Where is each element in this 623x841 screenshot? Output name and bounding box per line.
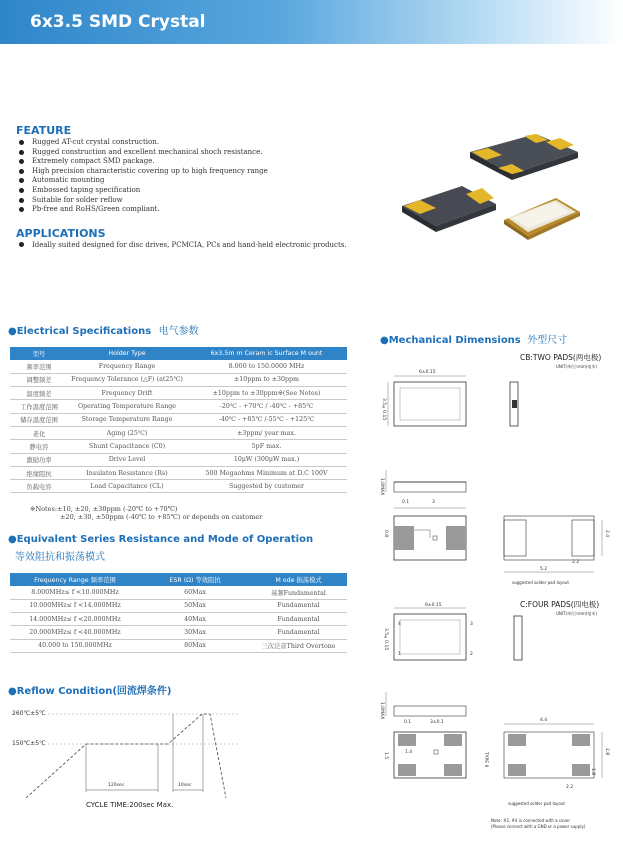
table-cell: 50Max [140, 599, 250, 612]
pad-number: 4 [398, 622, 401, 627]
table-cell: 绝缘阻抗 [10, 466, 68, 479]
table-header-row [10, 347, 347, 360]
dim-3: 3 [432, 500, 435, 505]
column-header: Holder Type [68, 347, 186, 360]
table-cell: Suggested by customer [186, 480, 347, 493]
dim-thickness: 1.0MAX [379, 702, 384, 720]
table-cell: 20.000MHz≤ f <40.000MHz [10, 626, 140, 639]
reflow-heading-en: ●Reflow Condition( [8, 686, 117, 697]
table-cell: 10.000MHz≤ f <14.000MHz [10, 599, 140, 612]
table-cell: ±3ppm/ year max. [186, 426, 347, 439]
column-header: 6x3.5m m Ceram ic Surface M ount [186, 347, 347, 360]
table-cell: 储存温度范围 [10, 413, 68, 426]
table-row [10, 453, 347, 466]
table-cell: Insulaton Resistance (Rs) [68, 466, 186, 479]
dim-01: 0.1 [404, 720, 412, 725]
table-cell: 温度频差 [10, 387, 68, 400]
suggested-pad-caption: suggested solder pad layout [508, 801, 565, 806]
table-row [10, 440, 347, 453]
reflow-heading-cn: 回流焊条件) [116, 686, 172, 697]
c-four-pad-drawing [380, 600, 620, 830]
notes-line: ※Notes:±10, ±20, ±30ppm (-20℃ to +70℃) [30, 505, 178, 513]
temp-150-label: 150℃±5℃ [12, 740, 46, 747]
table-cell: Operating Temperature Range [68, 400, 186, 413]
table-cell: -20℃ - +70℃ / -40℃ - +85℃ [186, 400, 347, 413]
suggested-pad-caption: suggested solder pad layout [512, 580, 569, 585]
dim-22: 2.2 [572, 560, 580, 565]
dim-44: 4.4 [540, 718, 548, 723]
table-row [10, 599, 347, 612]
table-row [10, 586, 347, 599]
table-cell: ±10ppm to ±30ppm※(See Notes) [186, 387, 347, 400]
type-9-label: TYPE 9 [483, 752, 488, 768]
table-cell: 三次泛音Third Overtone [250, 639, 347, 652]
electrical-heading [8, 322, 199, 337]
feature-item: Embossed taping specification [16, 186, 356, 196]
table-cell: 调整频差 [10, 373, 68, 386]
table-cell: 80Max [140, 639, 250, 652]
table-cell: 30Max [140, 626, 250, 639]
feature-item: Automatic mounting [16, 176, 356, 186]
table-cell: 5pF max. [186, 440, 347, 453]
table-header-row [10, 573, 347, 586]
column-header: 型号 [10, 347, 68, 360]
table-row [10, 360, 347, 373]
dim-width: 6±0.15 [419, 370, 436, 375]
table-cell: 老化 [10, 426, 68, 439]
dim-08: 0.8 [383, 530, 388, 538]
unit-label: UNIT(单位):mm(毫米) [556, 364, 597, 369]
reflow-heading [8, 682, 171, 697]
table-cell: Frequency Drift [68, 387, 186, 400]
dim-52: 5.2 [540, 567, 548, 572]
table-cell: Load Capacitance (CL) [68, 480, 186, 493]
esr-heading: ●Equivalent Series Resistance and Mode of Operation [8, 534, 314, 545]
pad-note: Note: #2, #4 is connected with a cover [491, 818, 570, 823]
dim-height: 3.5±0.15 [381, 398, 386, 421]
dim-height: 3.5±0.15 [383, 628, 388, 651]
feature-item: High precision characteristic covering up to high frequency range [16, 167, 356, 177]
feature-item: Pb-free and RoHS/Green compliant. [16, 205, 356, 215]
table-row [10, 413, 347, 426]
mechanical-heading-en: ●Mechanical Dimensions [380, 335, 521, 346]
feature-item: Rugged AT-cut crystal construction. [16, 138, 356, 148]
pad-number: 2 [470, 652, 473, 657]
table-cell: 频率范围 [10, 360, 68, 373]
table-cell: 40Max [140, 613, 250, 626]
table-row [10, 400, 347, 413]
table-cell: Shunt Capacitance (C0) [68, 440, 186, 453]
dim-22: 2.2 [566, 785, 574, 790]
table-cell: Fundamental [250, 626, 347, 639]
esr-table [10, 573, 347, 653]
table-cell: 60Max [140, 586, 250, 599]
electrical-heading-cn: 电气参数 [158, 326, 199, 337]
column-header: ESR (Ω) 等效阻抗 [140, 573, 250, 586]
table-row [10, 373, 347, 386]
dim-15: 1.5 [383, 752, 388, 760]
table-cell: ±10ppm to ±30ppm [186, 373, 347, 386]
dim-28: 2.8 [604, 748, 609, 756]
table-cell: 基频Fundamental [250, 586, 347, 599]
table-row [10, 387, 347, 400]
spec-notes [30, 505, 262, 521]
duration-10-label: 10sec [178, 783, 192, 788]
feature-list [16, 138, 356, 215]
table-cell: 8.000MHz≤ f <10.000MHz [10, 586, 140, 599]
feature-heading: FEATURE [16, 124, 72, 137]
table-row [10, 639, 347, 652]
table-cell: Fundamental [250, 599, 347, 612]
applications-heading: APPLICATIONS [16, 227, 106, 240]
dim-24: 2.4 [604, 530, 609, 538]
table-cell: 40.000 to 150.000MHz [10, 639, 140, 652]
unit-label: UNIT(单位):mm(毫米) [556, 611, 597, 616]
notes-line: ±20, ±30, ±50ppm (-40℃ to +85℃) or depends on customer [60, 513, 263, 521]
table-row [10, 626, 347, 639]
temp-260-label: 260℃±5℃ [12, 710, 46, 717]
table-cell: Storage Temperature Range [68, 413, 186, 426]
dim-01: 0.1 [402, 500, 410, 505]
dim-18: 1.8 [590, 768, 595, 776]
c-label: C:FOUR PADS(四电极) [520, 600, 600, 609]
table-cell: -40℃ - +85℃ /-55℃ - +125℃ [186, 413, 347, 426]
table-cell: 负载电容 [10, 480, 68, 493]
pad-number: 1 [398, 652, 401, 657]
crystal-photo [388, 128, 588, 246]
dim-width: 6±0.15 [425, 603, 442, 608]
mechanical-heading-cn: 外型尺寸 [527, 335, 568, 346]
esr-heading-cn: 等效阻抗和振荡模式 [15, 552, 105, 563]
table-cell: Frequency Range [68, 360, 186, 373]
table-cell: Aging (25℃) [68, 426, 186, 439]
cb-label: CB:TWO PADS(两电极) [520, 353, 602, 362]
table-cell: Fundamental [250, 613, 347, 626]
table-cell: 8.000 to 150.0000 MHz [186, 360, 347, 373]
page-title: 6x3.5 SMD Crystal [30, 12, 206, 32]
table-cell: Drive Level [68, 453, 186, 466]
table-cell: 500 Megaohms Minimum at D.C 100V [186, 466, 347, 479]
feature-item: Suitable for solder reflow [16, 196, 356, 206]
dim-thickness: 1.0MAX [379, 478, 384, 496]
mechanical-heading [380, 331, 567, 346]
cb-two-pad-drawing [380, 370, 620, 590]
table-row [10, 466, 347, 479]
dim-3pm: 3±0.1 [430, 720, 444, 725]
pad-number: 3 [470, 622, 473, 627]
applications-text: Ideally suited designed for disc drives, PCMCIA, PCs and hand-held electronic products. [32, 241, 347, 249]
table-row [10, 480, 347, 493]
table-row [10, 613, 347, 626]
feature-item: Extremely compact SMD package. [16, 157, 356, 167]
electrical-spec-table [10, 347, 347, 493]
table-row [10, 426, 347, 439]
duration-120-label: 120sec [108, 783, 125, 788]
table-cell: Frequency Tolerance (△F) (at25℃) [68, 373, 186, 386]
electrical-heading-en: ●Electrical Specifications [8, 326, 152, 337]
column-header: Frequency Range 频率范围 [10, 573, 140, 586]
dim-14: 1.4 [405, 750, 413, 755]
column-header: M ode 振荡模式 [250, 573, 347, 586]
table-cell: 10μW (300μW max.) [186, 453, 347, 466]
pad-note: (Please connect with a GND or a power supply) [491, 824, 586, 829]
table-cell: 工作温度范围 [10, 400, 68, 413]
table-cell: 激励功率 [10, 453, 68, 466]
feature-item: Rugged construction and excellent mechanical shoch resistance. [16, 148, 356, 158]
table-cell: 14.000MHz≤ f <20.000MHz [10, 613, 140, 626]
table-cell: 静电容 [10, 440, 68, 453]
cycle-time: CYCLE TIME:200sec Max. [86, 801, 174, 809]
